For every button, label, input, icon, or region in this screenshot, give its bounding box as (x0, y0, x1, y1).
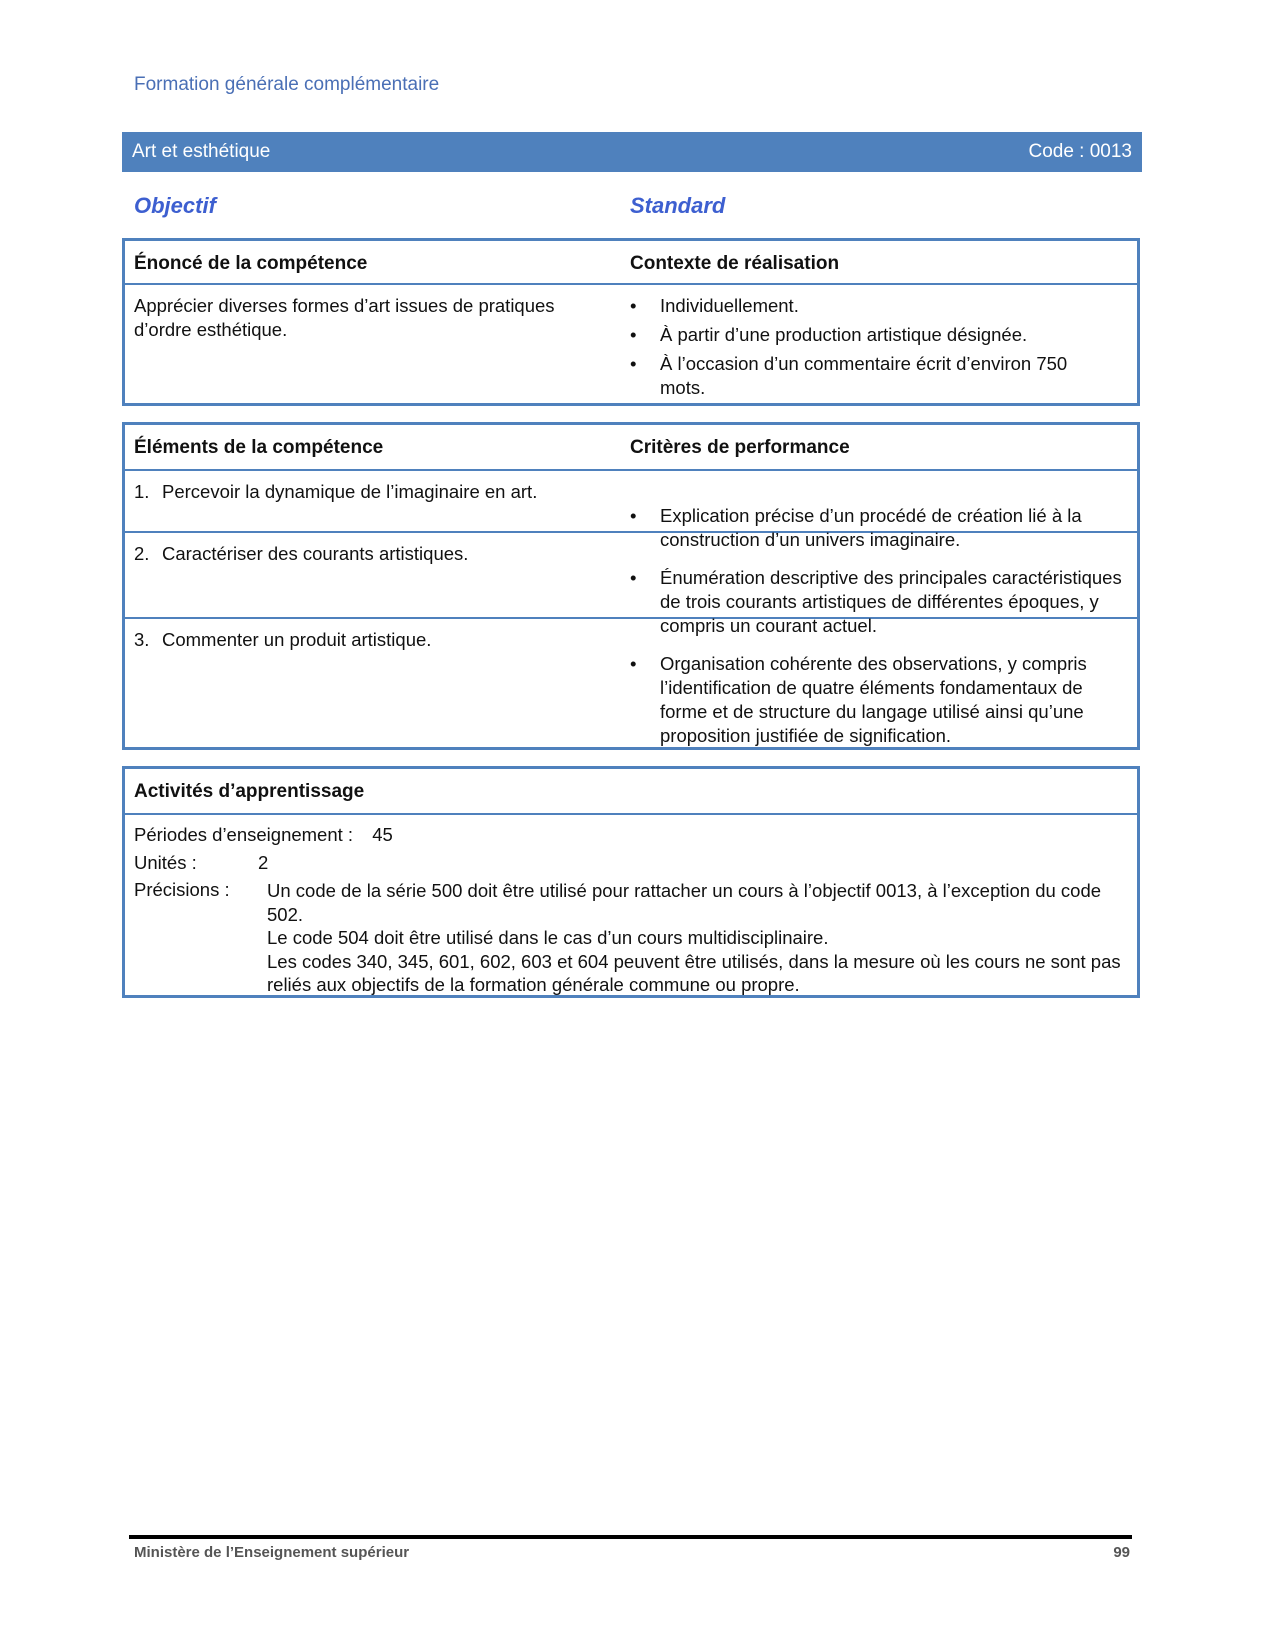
page-number: 99 (1113, 1544, 1130, 1561)
activities-header: Activités d’apprentissage (134, 781, 365, 802)
bullet-icon: • (630, 295, 637, 316)
criterion-item: • Explication précise d’un procédé de création lié à la construction d’un univers imaginaire. (630, 505, 1082, 550)
criterion-item: • Énumération descriptive des principales caractéristiques de trois courants artistiques de différentes époques, y compris un courant actuel. (630, 567, 1122, 636)
context-header: Contexte de réalisation (630, 253, 840, 274)
detail-paragraph: Le code 504 doit être utilisé dans le cas d’un cours multidisciplinaire. (267, 927, 829, 948)
section-headings (134, 193, 1134, 223)
competence-body-row (125, 285, 1137, 405)
footer-ministry: Ministère de l’Enseignement supérieur (134, 1544, 410, 1561)
element-item: 3. Commenter un produit artistique. (134, 629, 432, 650)
bullet-icon: • (630, 505, 637, 526)
units-value: 2 (258, 852, 269, 873)
standard-heading: Standard (630, 193, 726, 218)
bullet-icon: • (630, 653, 637, 674)
element-row (125, 471, 1137, 550)
elements-box (122, 422, 1140, 750)
context-item: • À partir d’une production artistique désignée. (630, 324, 1028, 345)
activities-body (125, 815, 1137, 995)
element-row (125, 619, 1137, 751)
activities-header-row (125, 769, 1137, 815)
course-title: Art et esthétique (132, 141, 271, 162)
competence-statement: Apprécier diverses formes d’art issues de pratiques d’ordre esthétique. (134, 295, 555, 340)
bullet-icon: • (630, 567, 637, 588)
criteria-header: Critères de performance (630, 437, 850, 458)
elements-header-row (125, 425, 1137, 471)
element-item: 1. Percevoir la dynamique de l’imaginaire en art. (134, 481, 538, 502)
element-item: 2. Caractériser des courants artistiques. (134, 543, 469, 564)
teaching-periods: Périodes d’enseignement : 45 (134, 824, 393, 845)
context-item: • Individuellement. (630, 295, 799, 316)
bullet-icon: • (630, 353, 637, 374)
course-code: Code : 0013 (1028, 141, 1132, 162)
course-title-bar (122, 132, 1142, 172)
context-item: • À l’occasion d’un commentaire écrit d’environ 750 mots. (630, 353, 1068, 398)
detail-paragraph: Un code de la série 500 doit être utilisé pour rattacher un cours à l’objectif 0013, à l’exception du code 502. (267, 880, 1102, 925)
details-label: Précisions : (134, 879, 230, 900)
elements-header: Éléments de la compétence (134, 437, 384, 458)
competence-box (122, 238, 1140, 406)
footer-rule (129, 1535, 1132, 1539)
criterion-item: • Organisation cohérente des observations, y compris l’identification de quatre éléments fondamentaux de forme et de structure du langage utilisé ainsi qu’une proposition justifiée de signification. (630, 653, 1087, 746)
competence-header-row (125, 241, 1137, 285)
detail-paragraph: Les codes 340, 345, 601, 602, 603 et 604 peuvent être utilisés, dans la mesure où les cours ne sont pas reliés aux objectifs de la formation générale commune ou propre. (267, 950, 1121, 995)
page-header: Formation générale complémentaire (134, 74, 440, 95)
page-footer (134, 1544, 1130, 1561)
activities-box (122, 766, 1140, 998)
competence-statement-header: Énoncé de la compétence (134, 253, 368, 274)
context-list (630, 294, 1090, 400)
teaching-periods-value: 45 (372, 824, 393, 845)
details-body (267, 879, 1127, 997)
bullet-icon: • (630, 324, 637, 345)
objective-heading: Objectif (134, 193, 216, 218)
units: Unités : (134, 852, 197, 873)
element-row (125, 533, 1137, 636)
